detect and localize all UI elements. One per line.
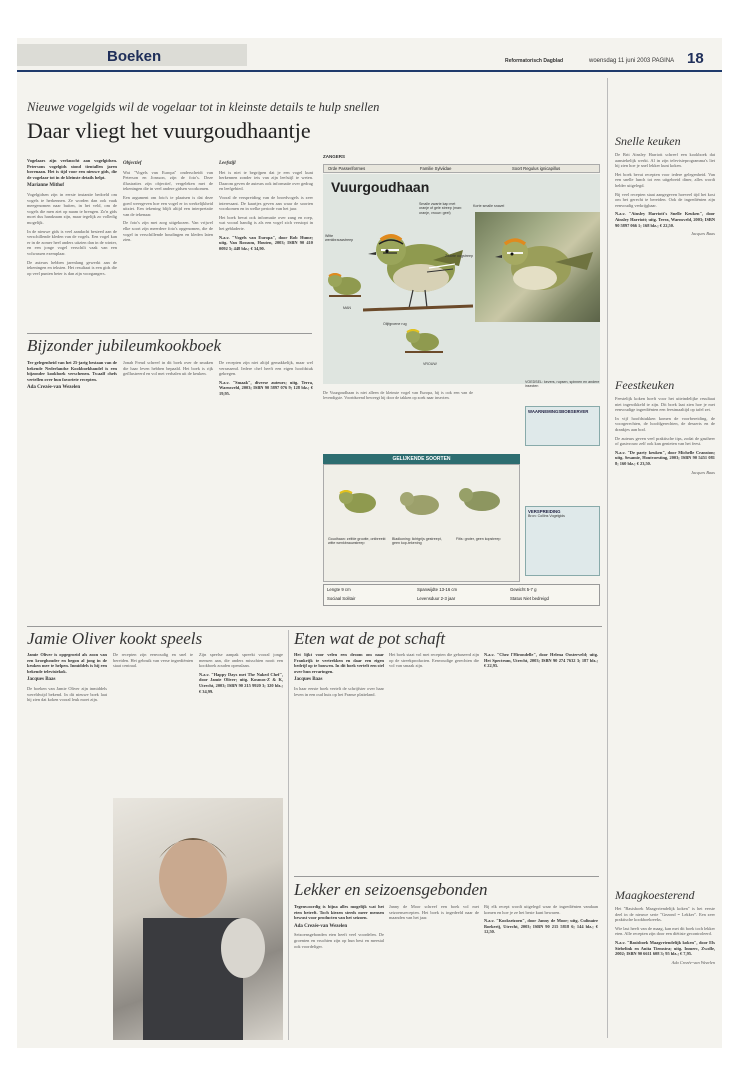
main-col3-p2: Vooral de verspreiding van de broedvogels is zeer interessant. De kaartjes geven aan waar de soorten voorkomen en in welke periode van het jaar. xyxy=(219,194,313,212)
main-col-1 xyxy=(27,158,117,326)
feest-headline: Feestkeuken xyxy=(615,378,675,392)
main-kicker: Nieuwe vogelgids wil de vogelaar tot in kleinste details te hulp snellen xyxy=(27,100,380,114)
feest-body xyxy=(615,396,715,636)
eten-booknote: N.a.v. "Chez l'Hirondelle", door Helena Oosterveld; uitg. Het Spectrum, Utrecht, 2003; ISBN 90 274 7632 3; 187 blz.; € 22,95. xyxy=(484,652,598,669)
maag-p2: Wie last heeft van de maag, kan met dit boek toch lekker eten. Alle recepten zijn door een diëtiste gecontroleerd. xyxy=(615,925,715,937)
newspaper-page xyxy=(17,38,722,1048)
bijzonder-col-3 xyxy=(219,360,313,616)
bijzonder-author: Ada Crezée-van Wezelen xyxy=(27,385,81,391)
lekker-booknote: N.a.v. "Kookseizoen", door Janny de Moor; uitg. Culinaire Boekerij, Utrecht, 2003; ISBN 90 215 5818 6; 144 blz.; € 12,50. xyxy=(484,918,598,935)
gelijkende-title: GELIJKENDE SOORTEN xyxy=(323,454,520,464)
bird-infographic xyxy=(323,154,600,622)
sidebar-divider xyxy=(607,78,608,1038)
jamie-author: Jacques Baas xyxy=(27,677,56,683)
bird-photo-shape xyxy=(475,212,600,322)
date-line: woensdag 11 juni 2003 PAGINA xyxy=(589,58,675,64)
waarneming-title: WAARNEMINGSBOBSERVER xyxy=(528,409,589,414)
lekker-p1: Seizoensgebonden eten heeft veel voordelen. De groenten en vruchten zijn op hun best en meestal ook voordeliger. xyxy=(294,932,384,949)
maag-headline: Maagkoesterend xyxy=(615,888,695,902)
maag-sig: Ada Crezée-van Wezelen xyxy=(671,959,715,965)
maag-note: N.a.v. "Basisboek Maagvriendelijk koken", door Els Siebelink en Anita Tiemstra; uitg. Inmerc, Zwolle, 2002; ISBN 90 6611 608 3; 95 blz.; € 7,95. xyxy=(615,939,715,957)
snelle-p3: Bij veel recepten staat aangegeven hoeveel tijd het kost om het gerecht te bereiden. Ook de ingrediënten zijn eenvoudig verkrijgbaar. xyxy=(615,191,715,208)
divider-jamie-eten xyxy=(288,630,289,1040)
main-col3-p3: Het boek bevat ook informatie over zang en roep, wat vooral handig is als een vogel zich verstopt in het gebladerte. xyxy=(219,214,313,231)
verspreiding-title: VERSPREIDING xyxy=(528,509,561,514)
eten-col-3 xyxy=(484,652,598,872)
snelle-sig: Jacques Baas xyxy=(690,231,715,237)
eten-lead: Het lijkt voor velen een droom om naar Frankrijk te vertrekken en daar een eigen bedrijf op te bouwen. In dit boek vertelt een stel over hun ervaringen. xyxy=(294,652,384,674)
eten-p2: Het boek staat vol met recepten die gebaseerd zijn op de streekproducten. Eenvoudige gerechten die vol van smaak zijn. xyxy=(389,652,479,669)
jamie-col-3 xyxy=(199,652,283,792)
verspreiding-box xyxy=(525,506,600,576)
jamie-photo-shape xyxy=(113,798,283,1040)
section-name: Boeken xyxy=(107,48,162,65)
eten-col-2 xyxy=(389,652,479,872)
main-col2-head: Objectief xyxy=(123,161,142,166)
snelle-note: N.a.v. "Ainsley Harriott's Snelle Keuken", door Ainsley Harriott; uitg. Terra, Warnsveld, 2003; ISBN 90 5897 066 1; 168 blz.; € 22,50. xyxy=(615,211,715,228)
main-col2-p1: Wat "Vogels van Europa" onderscheidt van Peterson en Jonsson, zijn de foto's. Deze illustraties zijn objectief, vergeleken met de tekeningen die in veel andere gidsen voorkomen. xyxy=(123,169,213,192)
fact-levensduur: Levensduur 2-3 jaar xyxy=(417,596,456,601)
annotation-kap: Smalle zwarte kap met oranje of gele streep (man: oranje, vrouw: geel) xyxy=(419,202,462,215)
facts-table xyxy=(323,584,600,606)
feest-note: N.a.v. "De party keuken", door Michelle Cranston; uitg. Sesamie, Houtvoesting, 2003; ISBN 90 5451 081 8; 160 blz.; € 23,50. xyxy=(615,449,715,466)
lekker-col-2 xyxy=(389,904,479,1040)
tax-familie: Familie Sylviidae xyxy=(420,166,452,171)
jamie-booknote: N.a.v. "Happy Days met The Naked Chef", door Jamie Oliver; uitg. Kosmos-Z & K, Utrecht, 2003; ISBN 90 215 9920 3; 320 blz.; € 34,99. xyxy=(199,671,283,694)
waarneming-box xyxy=(525,406,600,446)
bijzonder-booknote: N.a.v. "Smaak", diverse auteurs; uitg. Terra, Warnsveld, 2003; ISBN 90 5897 076 9; 128 blz.; € 19,95. xyxy=(219,379,313,396)
eten-p1: In haar eerste boek vertelt de schrijfster over haar leven in een oud huis op het Franse platteland. xyxy=(294,685,384,697)
bladkoning-icon xyxy=(400,492,439,515)
label-vrouw: VROUW xyxy=(423,362,437,366)
main-body-p2: In de nieuwe gids is veel aandacht besteed aan de verschillende kleden van de vogels. Een vogel kan er in de zomer heel anders uitzien dan in de winter, en een jonge vogel verschilt vaak van een volwassen exemplaar. xyxy=(27,228,117,256)
annotation-oogstreep: Zwarte oogstreep xyxy=(445,254,473,258)
main-author: Marianne Mithof xyxy=(27,183,65,189)
bijzonder-col-2 xyxy=(123,360,213,616)
jamie-p3: Zijn speelse aanpak spreekt vooral jonge mensen aan, die anders misschien nooit een kookboek zouden openslaan. xyxy=(199,652,283,669)
maag-body xyxy=(615,906,715,1041)
main-body-p1: Vogelgidsen zijn in eerste instantie bedoeld om vogels te herkennen. Ze worden dan ook vaak meegenomen naar buiten, in het veld, om de vogels die men ziet op naam te brengen. Zo'n gids moet dus handzaam zijn, maar tegelijk zo volledig mogelijk. xyxy=(27,191,117,225)
gelijkende-birds xyxy=(332,471,512,531)
feest-p2: In vijf hoofdstukken komen de voorbereiding, de voorgerechten, de hoofdgerechten, de desserts en de drankjes aan bod. xyxy=(615,415,715,432)
lekker-lead: Tegenwoordig is bijna alles mogelijk wat het eten betreft. Toch kiezen steeds meer mensen bewust voor producten van het seizoen. xyxy=(294,904,384,921)
bijzonder-body-p1: Jonah Freud schreef in dit boek over de smaken die haar leven hebben bepaald. Het boek is rijk geïllustreerd en vol met verhalen uit de keuken. xyxy=(123,360,213,377)
maag-p1: Het "Basisboek Maagvriendelijk koken" is het eerste deel in de nieuwe serie "Gezond = Lekker". Een zeer praktische kookboekreeks. xyxy=(615,906,715,923)
tax-soort: Soort Regulus ignicapillus xyxy=(512,166,561,171)
snelle-p1: De Brit Ainsley Harriott schreef een kookboek dat aanstekelijk werkt. Al in zijn televisieprogramma's liet hij zien hoe je snel lekker kunt koken. xyxy=(615,152,715,169)
goudhaan-icon xyxy=(339,490,376,513)
annotation-rug: Olijfgroene rug xyxy=(383,322,407,326)
bird-man-illustration xyxy=(325,266,365,302)
bijzonder-lead: Ter gelegenheid van het 25-jarig bestaan van de bekende Nederlandse Kookboekhandel is een bijzonder kookboek verschenen. Twaalf chefs vertellen over hun favoriete recepten. xyxy=(27,360,117,382)
main-body-p3: De auteurs hebben jarenlang gewerkt aan de tekeningen en teksten. Het resultaat is een gids die op veel punten beter is dan zijn voorgangers. xyxy=(27,259,117,276)
verspreiding-source: Bron: Collins Vogelgids xyxy=(528,514,565,518)
bird-illustration xyxy=(363,206,473,326)
main-col-2 xyxy=(123,158,213,326)
jamie-lead: Jamie Oliver is opgegroeid als zoon van een kroeghouder en begon al jong in de keuken mee te helpen. Inmiddels is hij een bekende televisiekok. xyxy=(27,652,107,674)
main-booknote: N.a.v. "Vogels van Europa", door Rob Hume; uitg. Van Rossum, Houten, 2003; ISBN 90 410 0092 5; 448 blz.; € 34,90. xyxy=(219,234,313,251)
gelijkende-panel xyxy=(323,464,520,582)
main-col2-p2: Een argument om foto's te plaatsen is dat deze goed weergeven hoe een vogel er in werkelijkheid uitziet. Een tekening blijft altijd een interpretatie van de tekenaar. xyxy=(123,194,213,217)
rule-bijzonder xyxy=(27,333,312,334)
rule-lekker xyxy=(294,876,599,877)
info-description-text: De Vuurgoudhaan is niet alleen de kleinste vogel van Europa, hij is ook een van de levendigste. Voortdurend beweegt hij door de takken op zoek naar insecten. xyxy=(323,390,473,401)
voedsel-text: VOEDSEL: kevers, rupsen, spinnen en andere insecten xyxy=(525,380,600,389)
bijzonder-headline: Bijzonder jubileumkookboek xyxy=(27,336,222,355)
main-col3-p1: Het is niet te begrijpen dat je een vogel kunt herkennen zonder iets van zijn leefstijl te weten. Daarom geven de auteurs ook informatie over gedrag en leefgebied. xyxy=(219,169,313,192)
jamie-photo xyxy=(113,798,283,1040)
jamie-headline: Jamie Oliver kookt speels xyxy=(27,629,203,648)
eten-headline: Eten wat de pot schaft xyxy=(294,629,446,648)
feest-p1: Feestelijk koken hoeft voor het uiteindelijke resultaat niet ingewikkeld te zijn. Dit boek laat zien hoe je met eenvoudige ingrediënten een feestmaaltijd op tafel zet. xyxy=(615,396,715,413)
bijzonder-body-p2: De recepten zijn niet altijd gemakkelijk, maar wel verrassend. Iedere chef heeft een eigen hoofdstuk gekregen. xyxy=(219,360,313,377)
lekker-p3: Bij elk recept wordt uitgelegd waar de ingrediënten vandaan komen en hoe je ze het beste kunt bewaren. xyxy=(484,904,598,915)
section-tab xyxy=(17,44,247,66)
page-number: 18 xyxy=(687,50,704,67)
eten-author: Jacques Baas xyxy=(294,677,323,683)
paper-name: Reformatorisch Dagblad xyxy=(505,58,564,64)
annotation-wenkbrauw: Witte wenkbrauwstreep xyxy=(325,234,354,243)
tax-orde: Orde Passeriformes xyxy=(328,166,366,171)
jamie-p1: De boeken van Jamie Oliver zijn inmiddels wereldwijd bekend. In dit nieuwe boek laat hij zien dat koken vooral leuk moet zijn. xyxy=(27,685,107,703)
eten-col-1 xyxy=(294,652,384,872)
snelle-p2: Het boek bevat recepten voor iedere gelegenheid. Van een snelle lunch tot een uitgebreid diner, alles wordt helder uitgelegd. xyxy=(615,171,715,188)
info-description xyxy=(323,390,473,452)
lekker-author: Ada Crezée-van Wezelen xyxy=(294,923,348,929)
lekker-p2: Janny de Moor schreef een boek vol met seizoensrecepten. Het boek is ingedeeld naar de maanden van het jaar. xyxy=(389,904,479,921)
fitis-icon xyxy=(459,488,500,511)
bird-photo xyxy=(475,212,600,322)
annotation-snavel: Korte smalle snavel xyxy=(473,204,505,208)
main-lead: Vogelaars zijn verknocht aan vogelgidsen. Petersons vogelgids stond tientallen jaren bovenaan. Het is tijd voor een nieuwe gids, die de vogelaar tot in de kleinste details helpt. xyxy=(27,158,117,180)
fact-spanwijdte: Spanwijdte 13-16 cm xyxy=(417,587,458,592)
snelle-headline: Snelle keuken xyxy=(615,134,681,148)
snelle-body xyxy=(615,152,715,368)
main-col-3 xyxy=(219,158,313,326)
jamie-col-1 xyxy=(27,652,107,1040)
gelijkende-1: Goudhaan: zelfde grootte, ontbreekt witte wenkbrauwstreep xyxy=(328,537,386,546)
gelijkende-2: Bladkoning: lichtgrijs gestreept, geen kop-tekening xyxy=(392,537,442,546)
jamie-col-2 xyxy=(113,652,193,792)
label-man: MAN xyxy=(343,306,351,310)
fact-sociaal: Sociaal Solitair xyxy=(327,596,356,601)
gelijkende-3: Fitis: groter, geen kopstreep xyxy=(456,537,501,541)
taxonomy-row xyxy=(323,164,600,173)
main-col2-p3: De foto's zijn met zorg uitgekozen. Van vrijwel elke soort zijn meerdere foto's opgenomen, die de vogel in verschillende houdingen en kleden laten zien. xyxy=(123,220,213,243)
fact-lengte: Lengte 9 cm xyxy=(327,587,351,592)
feest-p3: De auteurs geven veel praktische tips, zodat de gastheer of gastvrouw zelf ook kan genieten van het feest. xyxy=(615,435,715,447)
lekker-headline: Lekker en seizoensgebonden xyxy=(294,880,488,899)
fact-status: Status Niet bedreigd xyxy=(510,596,549,601)
main-col3-head: Leefstijl xyxy=(219,161,236,166)
page-header xyxy=(17,38,722,72)
lekker-col-1 xyxy=(294,904,384,1040)
rule-bottom xyxy=(27,626,602,627)
main-headline: Daar vliegt het vuurgoudhaantje xyxy=(27,118,311,143)
info-category: ZANGERS xyxy=(323,154,346,159)
jamie-p2: De recepten zijn eenvoudig en snel te bereiden. Het gebruik van verse ingrediënten staat centraal. xyxy=(113,652,193,669)
bijzonder-col-1 xyxy=(27,360,117,616)
info-title: Vuurgoudhaan xyxy=(331,179,430,195)
fact-gewicht: Gewicht 5-7 g xyxy=(510,587,537,592)
lekker-col-3 xyxy=(484,904,598,1040)
feest-sig: Jacques Baas xyxy=(690,469,715,475)
bird-vrouw-illustration xyxy=(403,324,445,360)
